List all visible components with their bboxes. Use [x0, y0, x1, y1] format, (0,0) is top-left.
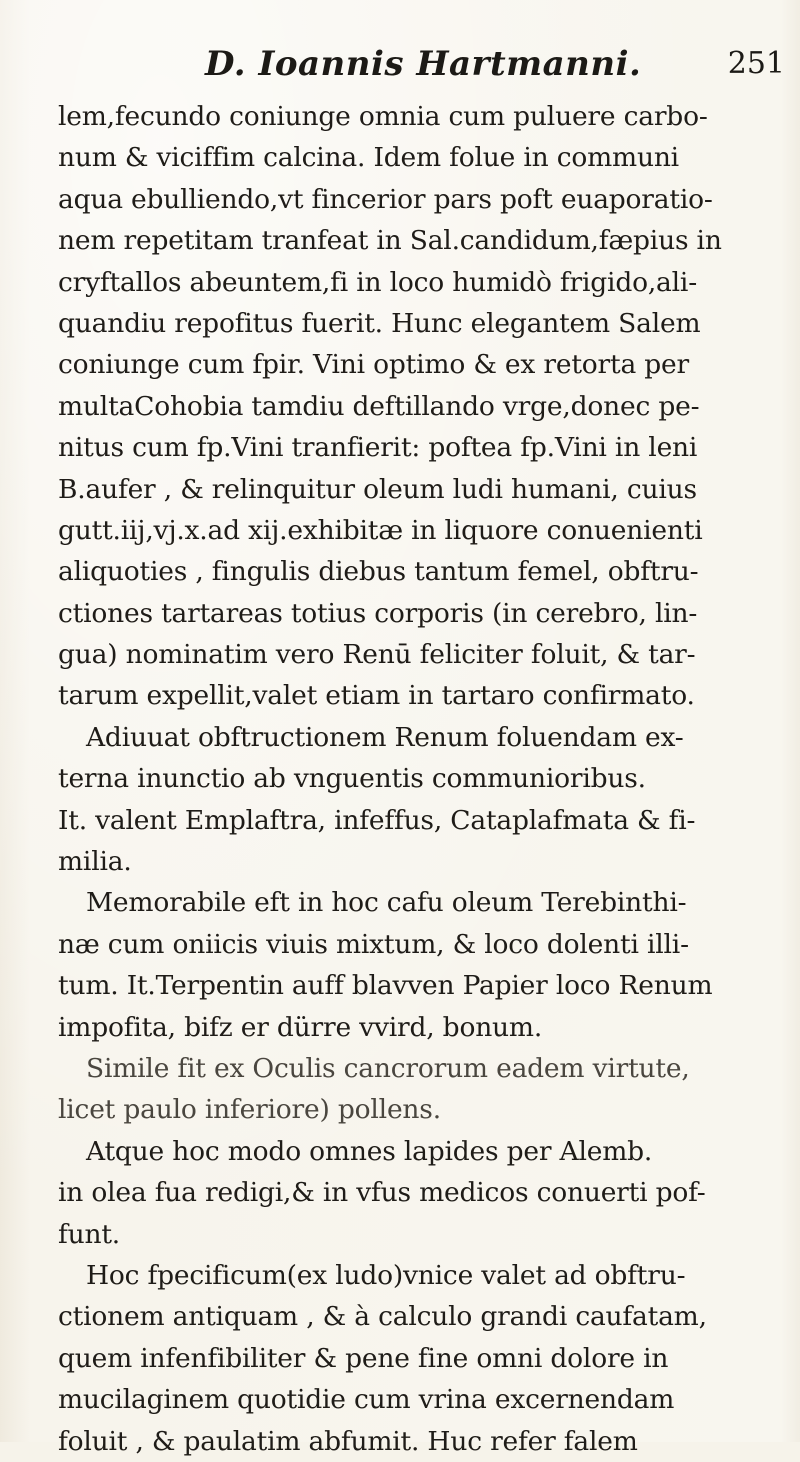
text-line: licet paulo inferiore) pollens. — [58, 1094, 441, 1126]
text-line: It. valent Emplaftra, infeffus, Cataplafmata & fi- — [58, 804, 696, 836]
text-line: milia. — [58, 846, 132, 878]
text-line: quandiu repofitus fuerit. Hunc elegantem Salem — [58, 307, 701, 339]
text-line: multaCohobia tamdiu deftillando vrge,donec pe- — [58, 390, 700, 422]
body-text — [58, 96, 793, 1462]
text-line: lem,fecundo coniunge omnia cum puluere carbo- — [58, 101, 708, 132]
text-line: foluit , & paulatim abfumit. Huc refer falem — [58, 1425, 638, 1457]
text-line: gutt.iij,vj.x.ad xij.exhibitæ in liquore conuenienti — [58, 514, 703, 546]
text-line: funt. — [58, 1218, 121, 1250]
text-line: næ cum oniicis viuis mixtum, & loco dolenti illi- — [58, 928, 689, 960]
text-line: nitus cum fp.Vini tranfierit: poftea fp.Vini in leni — [58, 432, 698, 464]
text-line: terna inunctio ab vnguentis communioribus. — [58, 763, 646, 795]
text-line: in olea fua redigi,& in vfus medicos conuerti pof- — [58, 1177, 706, 1209]
page-number: 251 — [727, 46, 785, 81]
text-line: impofita, bifz er dürre vvird, bonum. — [58, 1011, 543, 1043]
running-title: D. Ioannis Hartmanni. — [205, 44, 642, 84]
text-line: tarum expellit,valet etiam in tartaro confirmato. — [58, 680, 695, 712]
text-line: tum. It.Terpentin auff blavven Papier loco Renum — [58, 970, 713, 1002]
paragraph-start-line: Simile fit ex Oculis cancrorum eadem virtute, — [86, 1052, 690, 1084]
text-line: ctiones tartareas totius corporis (in cerebro, lin- — [58, 597, 698, 629]
text-line: ctionem antiquam , & à calculo grandi caufatam, — [58, 1301, 707, 1333]
text-line: aliquoties , fingulis diebus tantum femel, obftru- — [58, 556, 699, 588]
text-line: gua) nominatim vero Renū feliciter foluit, & tar- — [58, 639, 696, 671]
paragraph-start-line: Hoc fpecificum(ex ludo)vnice valet ad obftru- — [86, 1259, 686, 1291]
paragraph-start-line: Memorabile eft in hoc cafu oleum Terebinthi- — [86, 887, 687, 919]
paragraph-start-line: Adiuuat obftructionem Renum foluendam ex- — [86, 721, 684, 753]
text-line: cryftallos abeuntem,fi in loco humidò frigido,ali- — [58, 266, 697, 298]
text-line: nem repetitam tranfeat in Sal.candidum,fæpius in — [58, 225, 722, 257]
text-line: aqua ebulliendo,vt fincerior pars poft euaporatio- — [58, 183, 713, 215]
text-line: num & viciffim calcina. Idem folue in communi — [58, 142, 679, 174]
page-header — [205, 44, 785, 88]
text-line: mucilaginem quotidie cum vrina excernendam — [58, 1384, 675, 1416]
text-line: B.aufer , & relinquitur oleum ludi humani, cuius — [58, 473, 697, 505]
paragraph-start-line: Atque hoc modo omnes lapides per Alemb. — [86, 1135, 653, 1167]
text-line: quem infenfibiliter & pene fine omni dolore in — [58, 1342, 669, 1374]
text-line: coniunge cum fpir. Vini optimo & ex retorta per — [58, 349, 689, 381]
